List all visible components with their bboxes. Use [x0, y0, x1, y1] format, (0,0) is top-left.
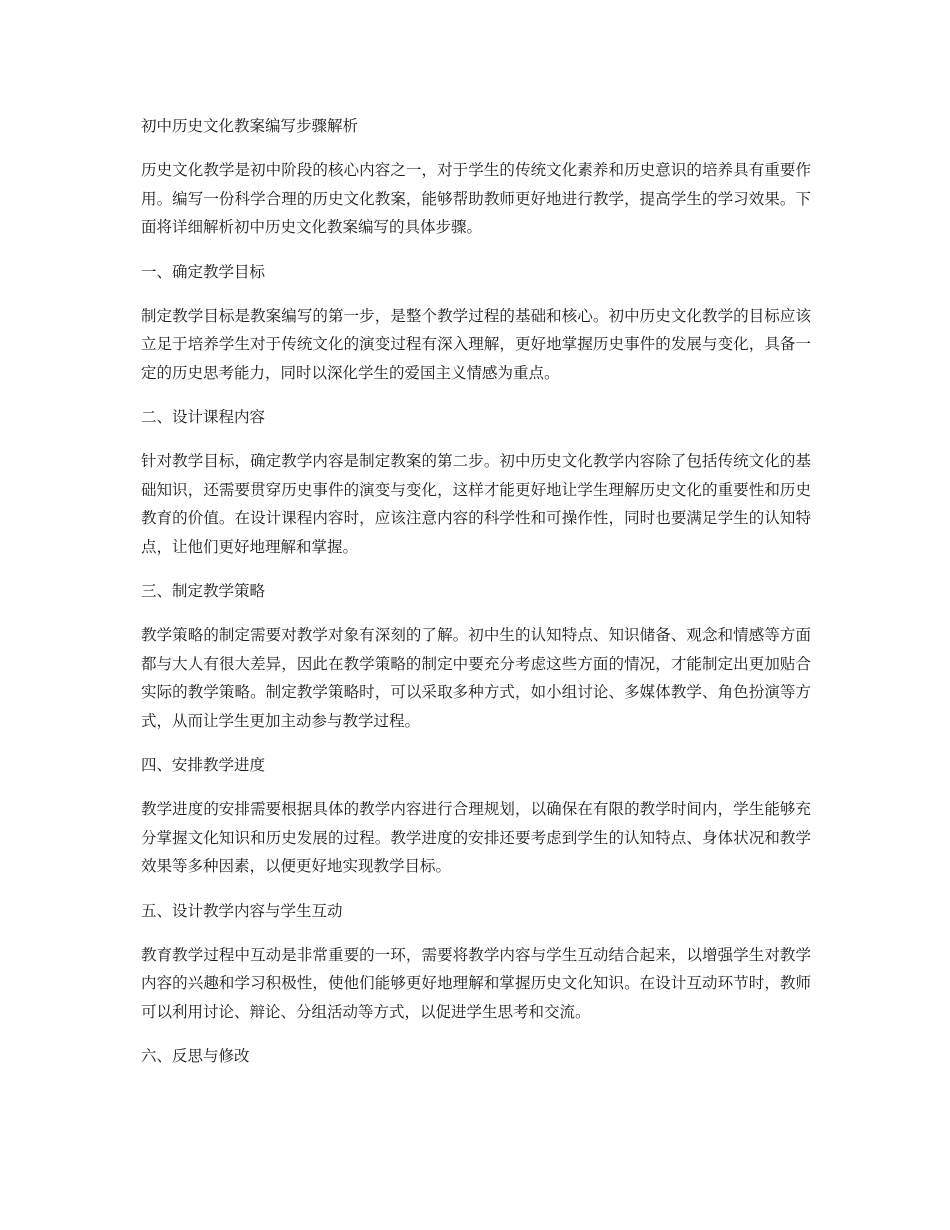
document-title: 初中历史文化教案编写步骤解析	[141, 117, 359, 135]
section-heading-1: 一、确定教学目标	[141, 262, 266, 281]
section-body-1: 制定教学目标是教案编写的第一步，是整个教学过程的基础和核心。初中历史文化教学的目标应该立足于培养学生对于传统文化的演变过程有深入理解，更好地掌握历史事件的发展与变化，具备一定的历史思考能力，同时以深化学生的爱国主义情感为重点。	[141, 306, 811, 382]
section-heading-5: 五、设计教学内容与学生互动	[141, 901, 343, 920]
section-body-3: 教学策略的制定需要对教学对象有深刻的了解。初中生的认知特点、知识储备、观念和情感等方面都与大人有很大差异，因此在教学策略的制定中要充分考虑这些方面的情况，才能制定出更加贴合实际的教学策略。制定教学策略时，可以采取多种方式，如小组讨论、多媒体教学、角色扮演等方式，从而让学生更加主动参与教学过程。	[141, 626, 811, 730]
section-heading-4: 四、安排教学进度	[141, 756, 266, 774]
section-body-4: 教学进度的安排需要根据具体的教学内容进行合理规划，以确保在有限的教学时间内，学生能够充分掌握文化知识和历史发展的过程。教学进度的安排还要考虑到学生的认知特点、身体状况和教学效果等多种因素，以便更好地实现教学目标。	[141, 800, 811, 875]
intro-paragraph: 历史文化教学是初中阶段的核心内容之一，对于学生的传统文化素养和历史意识的培养具有重要作用。编写一份科学合理的历史文化教案，能够帮助教师更好地进行教学，提高学生的学习效果。下面将详细解析初中历史文化教案编写的具体步骤。	[141, 161, 811, 236]
section-heading-3: 三、制定教学策略	[141, 582, 266, 600]
section-heading-2: 二、设计课程内容	[141, 408, 266, 426]
section-body-2: 针对教学目标，确定教学内容是制定教案的第二步。初中历史文化教学内容除了包括传统文化的基础知识，还需要贯穿历史事件的演变与变化，这样才能更好地让学生理解历史文化的重要性和历史教育的价值。在设计课程内容时，应该注意内容的科学性和可操作性，同时也要满足学生的认知特点，让他们更好地理解和掌握。	[141, 452, 811, 556]
section-body-5: 教育教学过程中互动是非常重要的一环，需要将教学内容与学生互动结合起来，以增强学生对教学内容的兴趣和学习积极性，使他们能够更好地理解和掌握历史文化知识。在设计互动环节时，教师可以利用讨论、辩论、分组活动等方式，以促进学生思考和交流。	[141, 945, 811, 1021]
document-page	[141, 112, 811, 1086]
section-heading-6: 六、反思与修改	[141, 1047, 250, 1065]
